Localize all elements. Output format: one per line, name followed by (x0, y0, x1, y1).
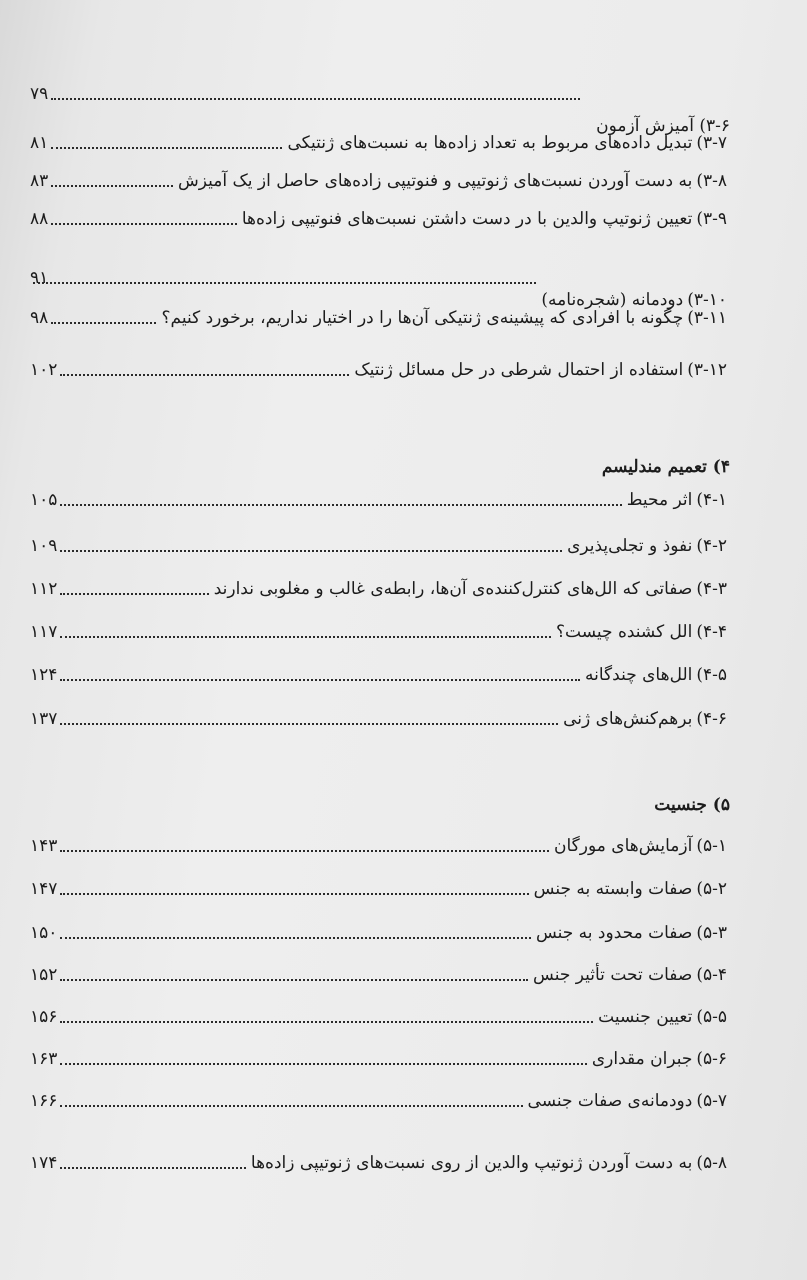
page-number: ۱۳۷ (30, 709, 58, 729)
entry-title: نفوذ و تجلی‌پذیری (567, 536, 693, 556)
entry-title: تعیین ژنوتیپ والدین با در دست داشتن نسبت‌های فنوتیپی زاده‌ها (241, 209, 693, 229)
entry-title: اثر محیط (626, 490, 693, 510)
leader-dots (60, 593, 208, 595)
entry-title: دودمانه (شجره‌نامه) (541, 290, 684, 310)
entry-number: ۳-۱۰) (687, 290, 727, 310)
leader-dots (60, 937, 531, 939)
toc-entry-4-5 (30, 663, 730, 687)
leader-dots (60, 1167, 246, 1169)
page-number: ۱۶۶ (30, 1091, 58, 1111)
entry-number: ۵-۴) (696, 965, 727, 985)
leader-dots (60, 1063, 586, 1065)
entry-title: تعیین جنسیت (598, 1007, 693, 1027)
leader-dots (60, 1105, 522, 1107)
entry-title: صفات تحت تأثیر جنس (533, 965, 693, 985)
entry-number: ۴-۱) (696, 490, 727, 510)
leader-dots (60, 374, 349, 376)
leader-dots (60, 979, 528, 981)
toc-entry-4-4 (30, 620, 730, 644)
entry-title: تبدیل داده‌های مربوط به تعداد زاده‌ها به نسبت‌های ژنتیکی (287, 133, 693, 153)
entry-number: ۳-۶) (699, 116, 730, 136)
entry-number: ۴-۲) (696, 536, 727, 556)
toc-entry-5-2 (30, 877, 730, 901)
page-number: ۷۹ (30, 84, 49, 104)
page-number: ۱۵۲ (30, 965, 58, 985)
toc-entry-5-7 (30, 1089, 730, 1113)
entry-number: ۴-۳) (696, 579, 727, 599)
leader-dots (60, 550, 562, 552)
page-number: ۱۰۹ (30, 536, 58, 556)
chapter-5-heading: ۵) جنسیت (654, 795, 730, 815)
entry-number: ۵-۶) (696, 1049, 727, 1069)
page-number: ۹۱ (30, 268, 49, 288)
entry-number: ۳-۱۲) (687, 360, 727, 380)
entry-number: ۵-۲) (696, 879, 727, 899)
entry-title: الل کشنده چیست؟ (556, 622, 693, 642)
entry-title: صفات وابسته به جنس (533, 879, 693, 899)
page-number: ۱۰۵ (30, 490, 58, 510)
leader-dots (51, 223, 237, 225)
page-number: ۱۲۴ (30, 665, 58, 685)
page-number: ۱۶۳ (30, 1049, 58, 1069)
leader-dots (51, 147, 282, 149)
leader-dots (51, 322, 156, 324)
entry-number: ۵-۳) (696, 923, 727, 943)
page-number: ۱۴۳ (30, 836, 58, 856)
page-number: ۱۱۲ (30, 579, 58, 599)
leader-dots (60, 723, 558, 725)
leader-dots (60, 679, 580, 681)
leader-dots (51, 98, 580, 100)
page-number: ۸۸ (30, 209, 49, 229)
toc-entry-5-1 (30, 834, 730, 858)
leader-dots (51, 185, 173, 187)
entry-title: صفات محدود به جنس (535, 923, 693, 943)
entry-number: ۵-۵) (696, 1007, 727, 1027)
page-number: ۱۴۷ (30, 879, 58, 899)
toc-entry-4-3 (30, 577, 730, 601)
page-number: ۸۱ (30, 133, 49, 153)
toc-entry-continuation (30, 82, 730, 106)
entry-title: به دست آوردن نسبت‌های ژنوتیپی و فنوتیپی زاده‌های حاصل از یک آمیزش (178, 171, 693, 191)
entry-title: صفاتی که الل‌های کنترل‌کننده‌ی آن‌ها، رابطه‌ی غالب و مغلوبی ندارند (213, 579, 693, 599)
toc-entry-3-11 (30, 306, 730, 330)
toc-entry-3-9 (30, 207, 730, 231)
toc-entry-5-4 (30, 963, 730, 987)
chapter-4-heading: ۴) تعمیم مندلیسم (601, 457, 730, 477)
entry-number: ۳-۷) (696, 133, 727, 153)
entry-title: آمیزش آزمون (596, 116, 694, 136)
toc-entry-5-5 (30, 1005, 730, 1029)
entry-title: به دست آوردن ژنوتیپ والدین از روی نسبت‌های ژنوتیپی زاده‌ها (250, 1153, 693, 1173)
page-number: ۸۳ (30, 171, 49, 191)
leader-dots (33, 282, 536, 284)
entry-title: استفاده از احتمال شرطی در حل مسائل ژنتیک (354, 360, 684, 380)
entry-title: برهم‌کنش‌های ژنی (563, 709, 693, 729)
toc-entry-4-6 (30, 707, 730, 731)
entry-number: ۴-۶) (696, 709, 727, 729)
toc-entry-3-7 (30, 131, 730, 155)
leader-dots (60, 504, 621, 506)
toc-entry-5-8 (30, 1151, 730, 1175)
page-number: ۱۷۴ (30, 1153, 58, 1173)
entry-title: چگونه با افرادی که پیشینه‌ی ژنتیکی آن‌ها را در اختیار نداریم، برخورد کنیم؟ (161, 308, 684, 328)
leader-dots (60, 850, 549, 852)
page-number: ۱۵۰ (30, 923, 58, 943)
entry-number: ۵-۱) (696, 836, 727, 856)
entry-number: ۴-۵) (696, 665, 727, 685)
entry-number: ۳-۹) (696, 209, 727, 229)
leader-dots (60, 893, 528, 895)
toc-entry-5-3 (30, 921, 730, 945)
toc-entry-4-2 (30, 534, 730, 558)
entry-number: ۳-۸) (696, 171, 727, 191)
entry-title: آزمایش‌های مورگان (554, 836, 693, 856)
leader-dots (60, 1021, 593, 1023)
entry-title: الل‌های چندگانه (585, 665, 693, 685)
page-number: ۱۱۷ (30, 622, 58, 642)
entry-title: دودمانه‌ی صفات جنسی (527, 1091, 693, 1111)
entry-title: جبران مقداری (591, 1049, 693, 1069)
entry-number: ۳-۱۱) (687, 308, 727, 328)
page-number: ۱۰۲ (30, 360, 58, 380)
toc-entry-4-1 (30, 488, 730, 512)
entry-number: ۵-۷) (696, 1091, 727, 1111)
entry-number: ۵-۸) (696, 1153, 727, 1173)
page-number: ۹۸ (30, 308, 49, 328)
leader-dots (60, 636, 551, 638)
page-number: ۱۵۶ (30, 1007, 58, 1027)
toc-entry-3-8 (30, 169, 730, 193)
toc-entry-3-12 (30, 358, 730, 382)
entry-number: ۴-۴) (696, 622, 727, 642)
toc-entry-5-6 (30, 1047, 730, 1071)
